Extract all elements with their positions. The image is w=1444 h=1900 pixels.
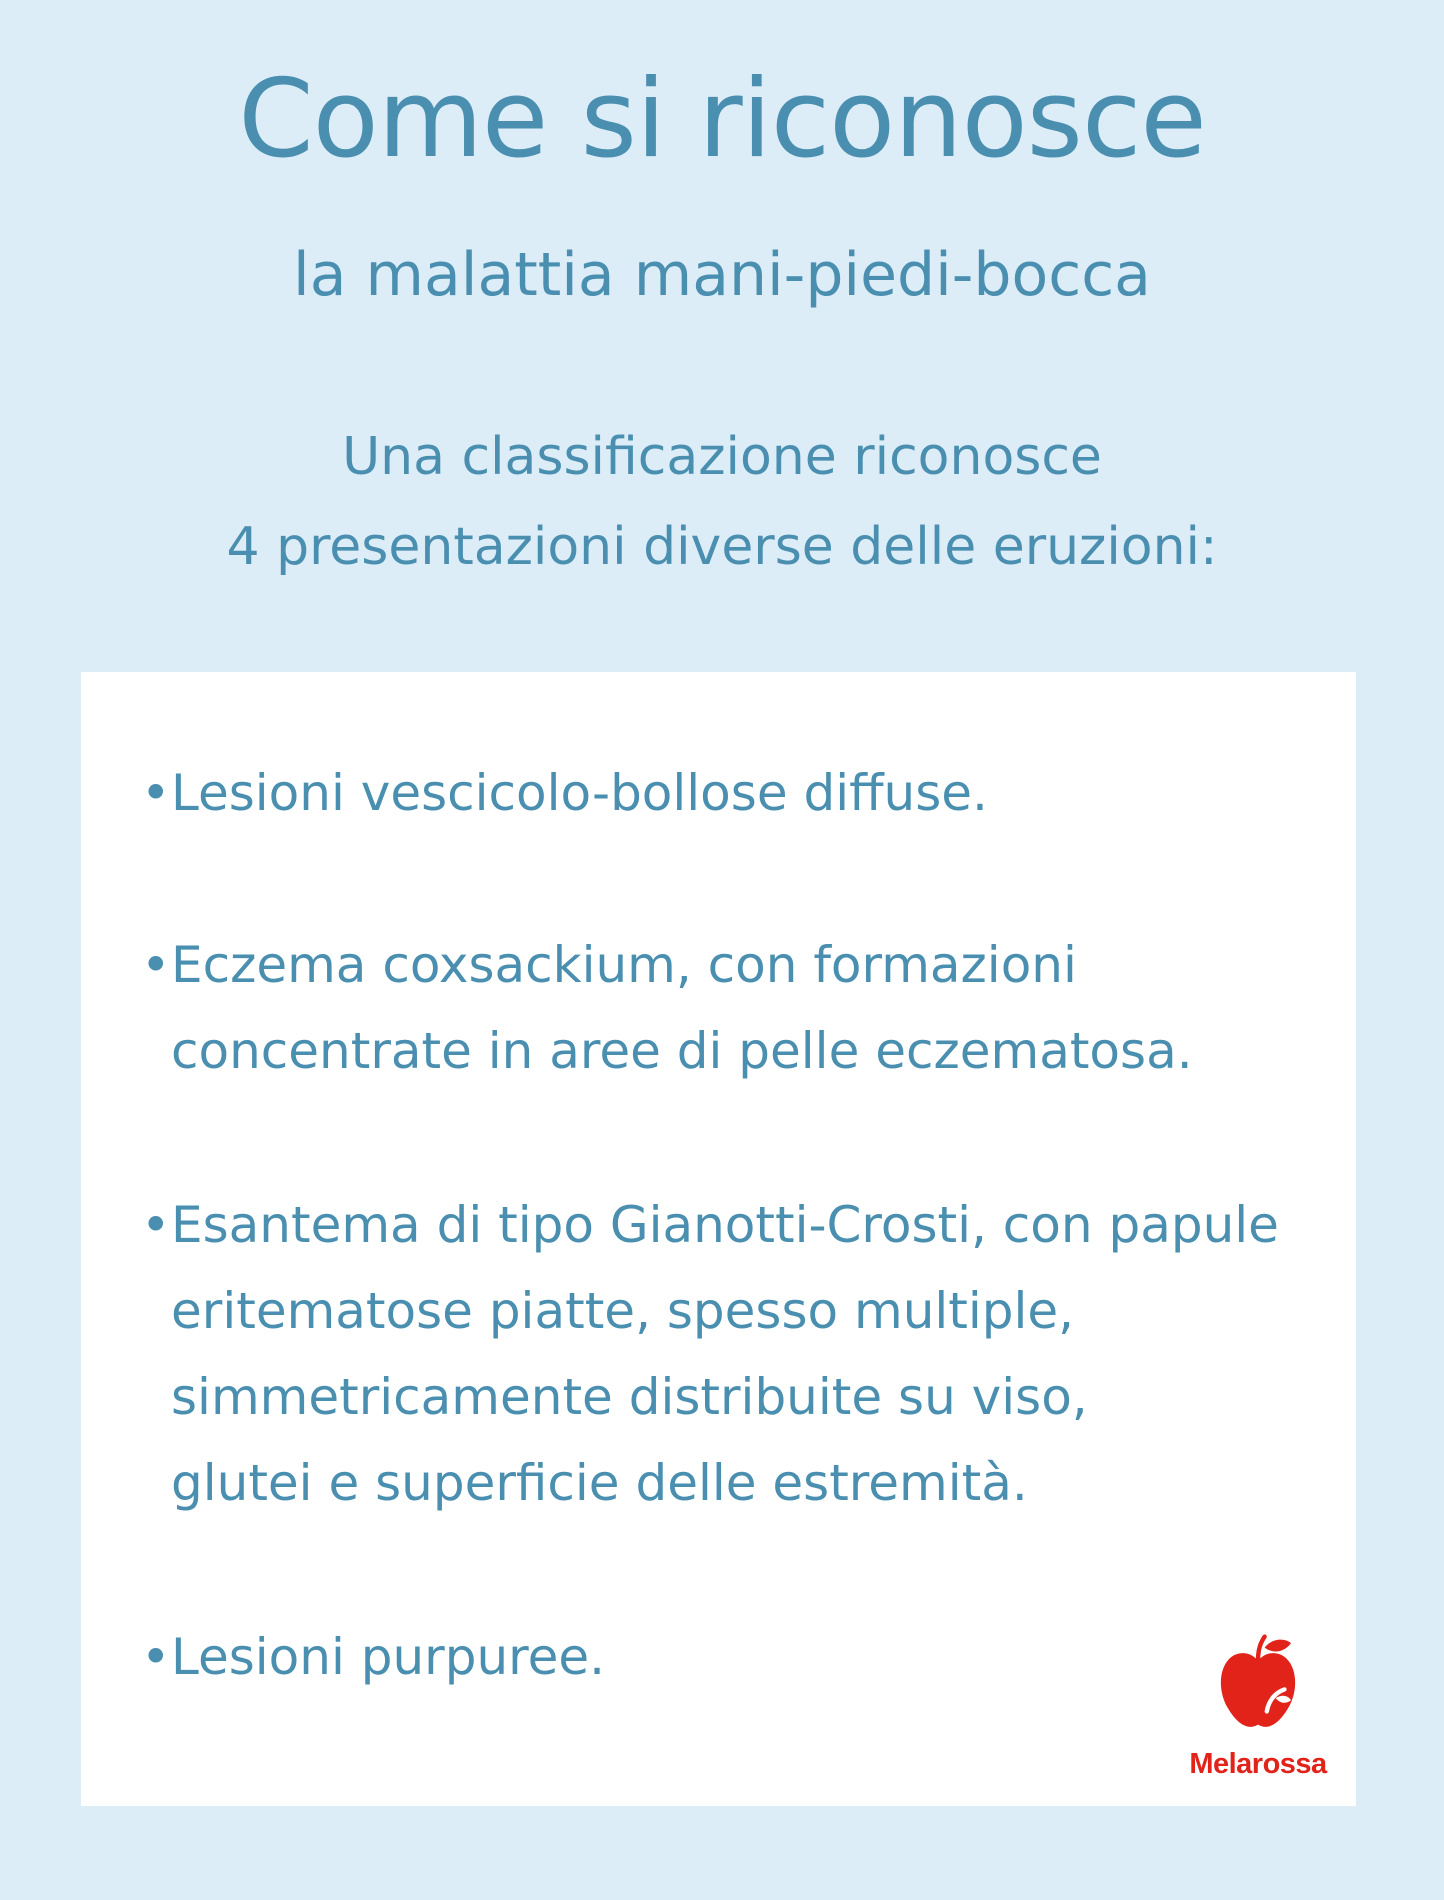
list-item-line: glutei e superficie delle estremità.: [171, 1454, 1028, 1512]
list-item-text: [171, 1614, 1301, 1700]
page-subtitle: la malattia mani-piedi-bocca: [293, 240, 1151, 310]
bullet: •: [141, 936, 171, 994]
bullet: •: [141, 1628, 171, 1686]
intro-text: [0, 412, 1444, 592]
list-item-line: Esantema di tipo Gianotti-Crosti, con papule: [171, 1196, 1279, 1254]
list-item-text: [171, 1182, 1301, 1526]
list-item-line: eritematose piatte, spesso multiple,: [171, 1282, 1075, 1340]
list-item-line: Eczema coxsackium, con formazioni: [171, 936, 1077, 994]
list-item-line: Lesioni vescicolo-bollose diffuse.: [171, 764, 988, 822]
list-item-line: concentrate in aree di pelle eczematosa.: [171, 1022, 1193, 1080]
intro-line: Una classificazione riconosce: [342, 427, 1102, 487]
list-item: [141, 750, 1301, 836]
list-item: [141, 1614, 1301, 1700]
content-card: [81, 672, 1356, 1806]
list-item: [141, 922, 1301, 1094]
brand-logo: [1178, 1630, 1338, 1790]
list-item: [141, 1182, 1301, 1526]
list-item-line: Lesioni purpuree.: [171, 1628, 606, 1686]
apple-icon: [1203, 1630, 1313, 1740]
list-item-line: simmetricamente distribuite su viso,: [171, 1368, 1088, 1426]
brand-name: Melarossa: [1189, 1748, 1327, 1780]
page-title: Come si riconosce: [238, 57, 1206, 182]
intro-line: 4 presentazioni diverse delle eruzioni:: [226, 517, 1218, 577]
list-item-text: [171, 750, 1301, 836]
bullet: •: [141, 1196, 171, 1254]
list-item-text: [171, 922, 1301, 1094]
bullet: •: [141, 764, 171, 822]
